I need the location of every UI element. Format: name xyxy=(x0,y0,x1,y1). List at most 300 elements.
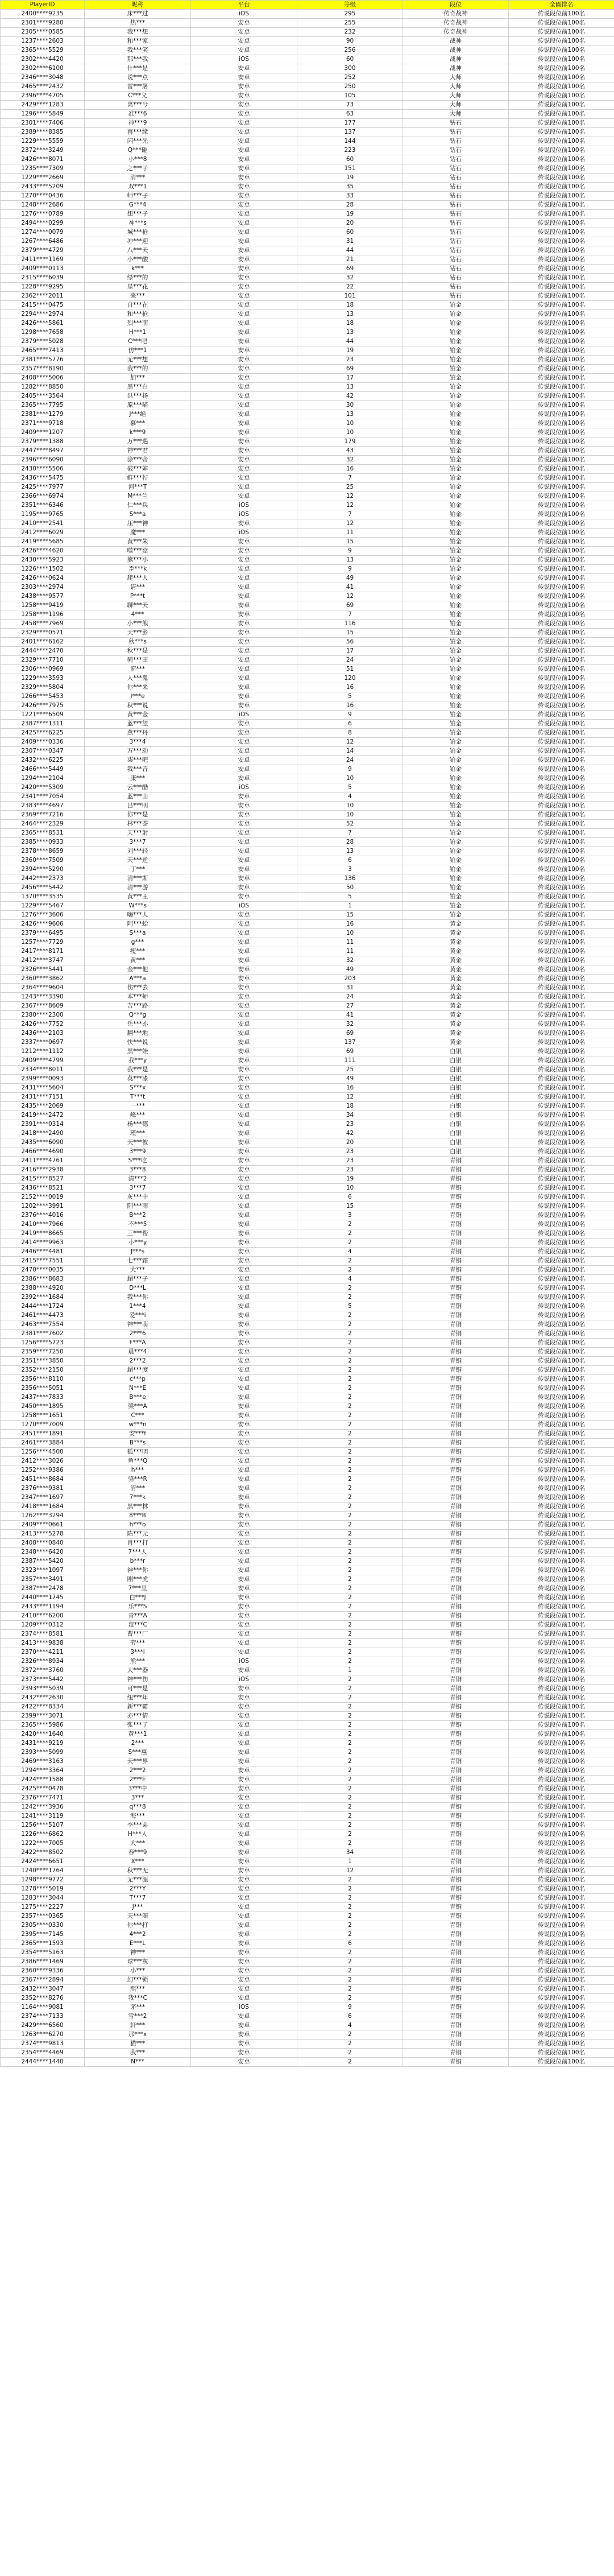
cell-tier[interactable]: 青铜 xyxy=(403,1475,509,1484)
cell-tier[interactable]: 传奇战神 xyxy=(403,10,509,19)
cell-platform[interactable]: 安卓 xyxy=(191,73,297,82)
cell-tier[interactable]: 铂金 xyxy=(403,638,509,647)
cell-nickname[interactable]: q***8 xyxy=(85,1803,191,1812)
cell-nickname[interactable]: 7***里 xyxy=(85,1584,191,1594)
cell-tier[interactable]: 青铜 xyxy=(403,1275,509,1284)
cell-tier[interactable]: 铂金 xyxy=(403,310,509,319)
cell-nickname[interactable]: 雪***2 xyxy=(85,2012,191,2021)
cell-nickname[interactable]: 神***你 xyxy=(85,1566,191,1575)
cell-ranking[interactable]: 传说段位前100名 xyxy=(509,1075,614,1084)
cell-ranking[interactable]: 传说段位前100名 xyxy=(509,802,614,811)
cell-player-id[interactable]: 2409****0336 xyxy=(1,738,85,747)
cell-ranking[interactable]: 传说段位前100名 xyxy=(509,556,614,565)
cell-player-id[interactable]: 2348****6420 xyxy=(1,1548,85,1557)
cell-player-id[interactable]: 2447****8497 xyxy=(1,447,85,456)
cell-tier[interactable]: 钻石 xyxy=(403,219,509,228)
cell-nickname[interactable]: 小***酸 xyxy=(85,255,191,265)
cell-ranking[interactable]: 传说段位前100名 xyxy=(509,1594,614,1603)
cell-level[interactable]: 69 xyxy=(297,601,403,610)
cell-platform[interactable]: 安卓 xyxy=(191,1739,297,1748)
cell-nickname[interactable]: 三***帮 xyxy=(85,1229,191,1239)
cell-ranking[interactable]: 传说段位前100名 xyxy=(509,1275,614,1284)
cell-platform[interactable]: 安卓 xyxy=(191,1430,297,1439)
cell-nickname[interactable]: 康*** xyxy=(85,774,191,783)
cell-level[interactable]: 33 xyxy=(297,192,403,201)
cell-player-id[interactable]: 2458****7969 xyxy=(1,620,85,629)
cell-tier[interactable]: 铂金 xyxy=(403,683,509,692)
cell-platform[interactable]: iOS xyxy=(191,529,297,538)
cell-player-id[interactable]: 2409****0113 xyxy=(1,265,85,274)
cell-ranking[interactable]: 传说段位前100名 xyxy=(509,255,614,265)
cell-nickname[interactable]: 慕*** xyxy=(85,419,191,428)
cell-tier[interactable]: 青铜 xyxy=(403,1184,509,1193)
cell-player-id[interactable]: 2301****7406 xyxy=(1,119,85,128)
cell-ranking[interactable]: 传说段位前100名 xyxy=(509,210,614,219)
cell-tier[interactable]: 青铜 xyxy=(403,1830,509,1839)
cell-tier[interactable]: 青铜 xyxy=(403,1857,509,1867)
cell-nickname[interactable]: 丁*** xyxy=(85,865,191,874)
cell-ranking[interactable]: 传说段位前100名 xyxy=(509,620,614,629)
cell-nickname[interactable]: 刚***虎 xyxy=(85,1575,191,1584)
cell-nickname[interactable]: B***2 xyxy=(85,1211,191,1220)
cell-player-id[interactable]: 2415****0475 xyxy=(1,301,85,310)
cell-platform[interactable]: 安卓 xyxy=(191,28,297,37)
cell-tier[interactable]: 钻石 xyxy=(403,210,509,219)
cell-tier[interactable]: 铂金 xyxy=(403,365,509,374)
cell-player-id[interactable]: 2315****6039 xyxy=(1,274,85,283)
cell-level[interactable]: 2 xyxy=(297,1311,403,1320)
cell-platform[interactable]: 安卓 xyxy=(191,1302,297,1311)
cell-nickname[interactable]: 峰*** xyxy=(85,1111,191,1120)
cell-platform[interactable]: 安卓 xyxy=(191,474,297,483)
cell-level[interactable]: 10 xyxy=(297,774,403,783)
cell-ranking[interactable]: 传说段位前100名 xyxy=(509,1675,614,1685)
cell-platform[interactable]: 安卓 xyxy=(191,301,297,310)
cell-level[interactable]: 2 xyxy=(297,1421,403,1430)
cell-player-id[interactable]: 2408****0840 xyxy=(1,1539,85,1548)
cell-tier[interactable]: 青铜 xyxy=(403,2058,509,2067)
cell-nickname[interactable]: 3***中 xyxy=(85,1785,191,1794)
cell-nickname[interactable]: 肖***打 xyxy=(85,1539,191,1548)
cell-nickname[interactable]: 7***k xyxy=(85,1493,191,1502)
cell-level[interactable]: 2 xyxy=(297,1675,403,1685)
cell-tier[interactable]: 铂金 xyxy=(403,747,509,756)
cell-tier[interactable]: 青铜 xyxy=(403,1867,509,1876)
cell-tier[interactable]: 战神 xyxy=(403,46,509,55)
cell-player-id[interactable]: 2437****7833 xyxy=(1,1393,85,1402)
cell-nickname[interactable]: 伤***去 xyxy=(85,984,191,993)
cell-platform[interactable]: 安卓 xyxy=(191,1548,297,1557)
cell-nickname[interactable]: c***p xyxy=(85,1375,191,1384)
cell-tier[interactable]: 战神 xyxy=(403,55,509,64)
cell-nickname[interactable]: T***7 xyxy=(85,1894,191,1903)
cell-nickname[interactable]: 清*** xyxy=(85,1484,191,1493)
cell-tier[interactable]: 青铜 xyxy=(403,1457,509,1466)
cell-level[interactable]: 2 xyxy=(297,1630,403,1639)
cell-platform[interactable]: 安卓 xyxy=(191,1393,297,1402)
cell-nickname[interactable]: 我***的 xyxy=(85,365,191,374)
cell-player-id[interactable]: 1258****9419 xyxy=(1,601,85,610)
cell-player-id[interactable]: 2354****5163 xyxy=(1,1948,85,1958)
cell-platform[interactable]: 安卓 xyxy=(191,738,297,747)
cell-tier[interactable]: 战神 xyxy=(403,37,509,46)
cell-tier[interactable]: 铂金 xyxy=(403,774,509,783)
cell-tier[interactable]: 白银 xyxy=(403,1066,509,1075)
cell-platform[interactable]: 安卓 xyxy=(191,1348,297,1357)
cell-tier[interactable]: 青铜 xyxy=(403,1357,509,1366)
cell-ranking[interactable]: 传说段位前100名 xyxy=(509,192,614,201)
cell-ranking[interactable]: 传说段位前100名 xyxy=(509,1566,614,1575)
cell-ranking[interactable]: 传说段位前100名 xyxy=(509,1330,614,1339)
cell-ranking[interactable]: 传说段位前100名 xyxy=(509,711,614,720)
cell-level[interactable]: 223 xyxy=(297,146,403,155)
cell-platform[interactable]: 安卓 xyxy=(191,1284,297,1293)
cell-platform[interactable]: 安卓 xyxy=(191,92,297,101)
cell-ranking[interactable]: 传说段位前100名 xyxy=(509,592,614,601)
cell-tier[interactable]: 铂金 xyxy=(403,601,509,610)
cell-ranking[interactable]: 传说段位前100名 xyxy=(509,874,614,884)
cell-nickname[interactable]: 什***是 xyxy=(85,64,191,73)
cell-nickname[interactable]: 本***师 xyxy=(85,993,191,1002)
cell-nickname[interactable]: 蓝***望 xyxy=(85,720,191,729)
cell-tier[interactable]: 白银 xyxy=(403,1129,509,1138)
cell-nickname[interactable]: 我***你 xyxy=(85,1293,191,1302)
cell-player-id[interactable]: 2357****0365 xyxy=(1,1912,85,1921)
cell-player-id[interactable]: 2431****7151 xyxy=(1,1093,85,1102)
cell-platform[interactable]: 安卓 xyxy=(191,1366,297,1375)
cell-platform[interactable]: 安卓 xyxy=(191,1229,297,1239)
cell-platform[interactable]: 安卓 xyxy=(191,1794,297,1803)
cell-level[interactable]: 44 xyxy=(297,337,403,346)
cell-level[interactable]: 23 xyxy=(297,1157,403,1166)
cell-nickname[interactable]: 那***我 xyxy=(85,55,191,64)
cell-platform[interactable]: 安卓 xyxy=(191,692,297,701)
cell-platform[interactable]: 安卓 xyxy=(191,210,297,219)
cell-ranking[interactable]: 传说段位前100名 xyxy=(509,319,614,328)
cell-player-id[interactable]: 2326****8934 xyxy=(1,1657,85,1666)
cell-player-id[interactable]: 1229****5467 xyxy=(1,902,85,911)
cell-platform[interactable]: 安卓 xyxy=(191,255,297,265)
cell-nickname[interactable]: 翻***地 xyxy=(85,1029,191,1038)
cell-player-id[interactable]: 2419****8665 xyxy=(1,1229,85,1239)
cell-tier[interactable]: 青铜 xyxy=(403,1502,509,1512)
cell-tier[interactable]: 青铜 xyxy=(403,1685,509,1694)
cell-level[interactable]: 2 xyxy=(297,1603,403,1612)
cell-platform[interactable]: 安卓 xyxy=(191,1748,297,1757)
cell-tier[interactable]: 青铜 xyxy=(403,1157,509,1166)
cell-tier[interactable]: 钻石 xyxy=(403,137,509,146)
cell-ranking[interactable]: 传说段位前100名 xyxy=(509,783,614,792)
cell-tier[interactable]: 铂金 xyxy=(403,519,509,529)
cell-tier[interactable]: 铂金 xyxy=(403,456,509,465)
cell-nickname[interactable]: 新***霸 xyxy=(85,1703,191,1712)
cell-ranking[interactable]: 传说段位前100名 xyxy=(509,1411,614,1421)
cell-nickname[interactable]: S***a xyxy=(85,510,191,519)
cell-ranking[interactable]: 传说段位前100名 xyxy=(509,1685,614,1694)
cell-tier[interactable]: 钻石 xyxy=(403,155,509,164)
cell-platform[interactable]: 安卓 xyxy=(191,647,297,656)
cell-ranking[interactable]: 传说段位前100名 xyxy=(509,610,614,620)
cell-player-id[interactable]: 2395****7145 xyxy=(1,1930,85,1939)
cell-platform[interactable]: 安卓 xyxy=(191,1857,297,1867)
cell-level[interactable]: 1 xyxy=(297,1666,403,1675)
cell-level[interactable]: 144 xyxy=(297,137,403,146)
cell-player-id[interactable]: 2451****8684 xyxy=(1,1475,85,1484)
cell-nickname[interactable]: 我***C xyxy=(85,1994,191,2003)
cell-player-id[interactable]: 2429****1283 xyxy=(1,101,85,110)
cell-tier[interactable]: 青铜 xyxy=(403,1739,509,1748)
cell-platform[interactable]: 安卓 xyxy=(191,884,297,893)
cell-nickname[interactable]: A***a xyxy=(85,975,191,984)
cell-ranking[interactable]: 传说段位前100名 xyxy=(509,1229,614,1239)
cell-platform[interactable]: 安卓 xyxy=(191,283,297,292)
cell-tier[interactable]: 黄金 xyxy=(403,947,509,956)
cell-player-id[interactable]: 2329****5804 xyxy=(1,683,85,692)
cell-ranking[interactable]: 传说段位前100名 xyxy=(509,119,614,128)
cell-nickname[interactable]: 鱼***Q xyxy=(85,1457,191,1466)
cell-nickname[interactable]: 人***鬼 xyxy=(85,674,191,683)
cell-ranking[interactable]: 传说段位前100名 xyxy=(509,1584,614,1594)
cell-player-id[interactable]: 2412****3747 xyxy=(1,956,85,965)
cell-player-id[interactable]: 2419****2472 xyxy=(1,1111,85,1120)
cell-platform[interactable]: 安卓 xyxy=(191,110,297,119)
cell-tier[interactable]: 铂金 xyxy=(403,738,509,747)
cell-player-id[interactable]: 2432****6225 xyxy=(1,756,85,765)
cell-platform[interactable]: 安卓 xyxy=(191,82,297,92)
cell-platform[interactable]: 安卓 xyxy=(191,1029,297,1038)
cell-nickname[interactable]: 柒***吧 xyxy=(85,756,191,765)
cell-ranking[interactable]: 传说段位前100名 xyxy=(509,128,614,137)
cell-player-id[interactable]: 1248****2686 xyxy=(1,201,85,210)
cell-ranking[interactable]: 传说段位前100名 xyxy=(509,1776,614,1785)
cell-level[interactable]: 101 xyxy=(297,292,403,301)
cell-ranking[interactable]: 传说段位前100名 xyxy=(509,1612,614,1621)
cell-platform[interactable]: 安卓 xyxy=(191,374,297,383)
cell-platform[interactable]: 安卓 xyxy=(191,292,297,301)
cell-platform[interactable]: 安卓 xyxy=(191,1011,297,1020)
cell-player-id[interactable]: 2426****8071 xyxy=(1,155,85,164)
cell-player-id[interactable]: 2391****0314 xyxy=(1,1120,85,1129)
cell-nickname[interactable]: 熙*** xyxy=(85,1985,191,1994)
cell-ranking[interactable]: 传说段位前100名 xyxy=(509,656,614,665)
cell-tier[interactable]: 青铜 xyxy=(403,1776,509,1785)
cell-player-id[interactable]: 2469****3163 xyxy=(1,1757,85,1766)
cell-player-id[interactable]: 2435****6090 xyxy=(1,1138,85,1147)
cell-player-id[interactable]: 2385****0933 xyxy=(1,838,85,847)
cell-platform[interactable]: 安卓 xyxy=(191,356,297,365)
cell-player-id[interactable]: 2323****1097 xyxy=(1,1566,85,1575)
cell-ranking[interactable]: 传说段位前100名 xyxy=(509,911,614,920)
cell-ranking[interactable]: 传说段位前100名 xyxy=(509,1502,614,1512)
cell-platform[interactable]: 安卓 xyxy=(191,1257,297,1266)
cell-platform[interactable]: 安卓 xyxy=(191,1985,297,1994)
cell-nickname[interactable]: X*** xyxy=(85,1857,191,1867)
cell-level[interactable]: 12 xyxy=(297,738,403,747)
cell-platform[interactable]: 安卓 xyxy=(191,2012,297,2021)
cell-player-id[interactable]: 1202****3991 xyxy=(1,1202,85,1211)
cell-ranking[interactable]: 传说段位前100名 xyxy=(509,1393,614,1402)
cell-level[interactable]: 2 xyxy=(297,1330,403,1339)
cell-player-id[interactable]: 2352****2150 xyxy=(1,1366,85,1375)
cell-level[interactable]: 2 xyxy=(297,1366,403,1375)
cell-player-id[interactable]: 1370****3535 xyxy=(1,893,85,902)
cell-nickname[interactable]: S***惠 xyxy=(85,1748,191,1757)
cell-platform[interactable]: 安卓 xyxy=(191,183,297,192)
cell-tier[interactable]: 钻石 xyxy=(403,128,509,137)
cell-level[interactable]: 25 xyxy=(297,483,403,492)
cell-nickname[interactable]: J***绝 xyxy=(85,410,191,419)
cell-tier[interactable]: 铂金 xyxy=(403,729,509,738)
cell-platform[interactable]: 安卓 xyxy=(191,865,297,874)
cell-level[interactable]: 73 xyxy=(297,101,403,110)
cell-platform[interactable]: 安卓 xyxy=(191,1721,297,1730)
cell-platform[interactable]: 安卓 xyxy=(191,319,297,328)
cell-nickname[interactable]: 狐***明 xyxy=(85,1448,191,1457)
cell-tier[interactable]: 青铜 xyxy=(403,1675,509,1685)
cell-player-id[interactable]: 2307****0347 xyxy=(1,747,85,756)
cell-ranking[interactable]: 传说段位前100名 xyxy=(509,574,614,583)
cell-level[interactable]: 2 xyxy=(297,1220,403,1229)
cell-nickname[interactable]: 4*** xyxy=(85,610,191,620)
cell-level[interactable]: 2 xyxy=(297,1548,403,1557)
cell-player-id[interactable]: 2372****3249 xyxy=(1,146,85,155)
cell-ranking[interactable]: 传说段位前100名 xyxy=(509,1521,614,1530)
cell-platform[interactable]: 安卓 xyxy=(191,310,297,319)
cell-ranking[interactable]: 传说段位前100名 xyxy=(509,401,614,410)
cell-tier[interactable]: 铂金 xyxy=(403,483,509,492)
cell-ranking[interactable]: 传说段位前100名 xyxy=(509,1557,614,1566)
cell-ranking[interactable]: 传说段位前100名 xyxy=(509,720,614,729)
cell-platform[interactable]: 安卓 xyxy=(191,1439,297,1448)
cell-nickname[interactable]: 你***来 xyxy=(85,683,191,692)
cell-tier[interactable]: 钻石 xyxy=(403,237,509,246)
cell-tier[interactable]: 铂金 xyxy=(403,556,509,565)
cell-platform[interactable]: 安卓 xyxy=(191,1594,297,1603)
cell-ranking[interactable]: 传说段位前100名 xyxy=(509,638,614,647)
cell-tier[interactable]: 钻石 xyxy=(403,255,509,265)
cell-player-id[interactable]: 1258****1196 xyxy=(1,610,85,620)
cell-player-id[interactable]: 2409****1207 xyxy=(1,428,85,437)
cell-tier[interactable]: 白银 xyxy=(403,1047,509,1056)
cell-tier[interactable]: 黄金 xyxy=(403,929,509,938)
cell-tier[interactable]: 青铜 xyxy=(403,1439,509,1448)
cell-ranking[interactable]: 传说段位前100名 xyxy=(509,1766,614,1776)
cell-nickname[interactable]: 秋***无 xyxy=(85,1867,191,1876)
cell-player-id[interactable]: 2380****2300 xyxy=(1,1011,85,1020)
cell-level[interactable]: 69 xyxy=(297,1047,403,1056)
cell-level[interactable]: 19 xyxy=(297,210,403,219)
cell-platform[interactable]: 安卓 xyxy=(191,1175,297,1184)
cell-ranking[interactable]: 传说段位前100名 xyxy=(509,529,614,538)
cell-ranking[interactable]: 传说段位前100名 xyxy=(509,1184,614,1193)
cell-nickname[interactable]: 窗*** xyxy=(85,665,191,674)
cell-level[interactable]: 13 xyxy=(297,310,403,319)
cell-tier[interactable]: 黄金 xyxy=(403,1020,509,1029)
cell-ranking[interactable]: 传说段位前100名 xyxy=(509,1129,614,1138)
cell-nickname[interactable]: G***4 xyxy=(85,201,191,210)
cell-ranking[interactable]: 传说段位前100名 xyxy=(509,292,614,301)
cell-ranking[interactable]: 传说段位前100名 xyxy=(509,1084,614,1093)
cell-level[interactable]: 18 xyxy=(297,319,403,328)
cell-nickname[interactable]: 歪***k xyxy=(85,565,191,574)
cell-level[interactable]: 23 xyxy=(297,1147,403,1157)
cell-tier[interactable]: 青铜 xyxy=(403,1958,509,1967)
cell-ranking[interactable]: 传说段位前100名 xyxy=(509,547,614,556)
cell-player-id[interactable]: 2425****7977 xyxy=(1,483,85,492)
cell-level[interactable]: 2 xyxy=(297,1375,403,1384)
cell-platform[interactable]: 安卓 xyxy=(191,1694,297,1703)
cell-ranking[interactable]: 传说段位前100名 xyxy=(509,1630,614,1639)
cell-ranking[interactable]: 传说段位前100名 xyxy=(509,1339,614,1348)
cell-level[interactable]: 2 xyxy=(297,1948,403,1958)
cell-ranking[interactable]: 传说段位前100名 xyxy=(509,2021,614,2030)
cell-ranking[interactable]: 传说段位前100名 xyxy=(509,1166,614,1175)
cell-player-id[interactable]: 2413****9838 xyxy=(1,1639,85,1648)
cell-ranking[interactable]: 传说段位前100名 xyxy=(509,956,614,965)
cell-nickname[interactable]: 爱***i xyxy=(85,1311,191,1320)
cell-ranking[interactable]: 传说段位前100名 xyxy=(509,1266,614,1275)
cell-platform[interactable]: iOS xyxy=(191,501,297,510)
cell-platform[interactable]: 安卓 xyxy=(191,1002,297,1011)
cell-nickname[interactable]: 亦***情 xyxy=(85,1712,191,1721)
cell-nickname[interactable]: 那***x xyxy=(85,2030,191,2040)
cell-nickname[interactable]: 燕***丹 xyxy=(85,729,191,738)
cell-player-id[interactable]: 2360****9336 xyxy=(1,1967,85,1976)
cell-tier[interactable]: 传奇战神 xyxy=(403,28,509,37)
cell-ranking[interactable]: 传说段位前100名 xyxy=(509,1466,614,1475)
cell-player-id[interactable]: 2414****9963 xyxy=(1,1239,85,1248)
cell-nickname[interactable]: 天***影 xyxy=(85,629,191,638)
cell-nickname[interactable]: 莓***C xyxy=(85,1621,191,1630)
cell-level[interactable]: 13 xyxy=(297,847,403,856)
cell-ranking[interactable]: 传说段位前100名 xyxy=(509,1867,614,1876)
cell-ranking[interactable]: 传说段位前100名 xyxy=(509,1575,614,1584)
cell-nickname[interactable]: 清***2 xyxy=(85,1175,191,1184)
cell-player-id[interactable]: 2386****1469 xyxy=(1,1958,85,1967)
cell-level[interactable]: 10 xyxy=(297,811,403,820)
cell-platform[interactable]: 安卓 xyxy=(191,2030,297,2040)
cell-tier[interactable]: 白银 xyxy=(403,1056,509,1066)
cell-nickname[interactable]: 噬***菇 xyxy=(85,547,191,556)
cell-platform[interactable]: 安卓 xyxy=(191,965,297,975)
cell-platform[interactable]: 安卓 xyxy=(191,1047,297,1056)
cell-ranking[interactable]: 传说段位前100名 xyxy=(509,1939,614,1948)
cell-ranking[interactable]: 传说段位前100名 xyxy=(509,747,614,756)
cell-player-id[interactable]: 1229****2669 xyxy=(1,174,85,183)
cell-platform[interactable]: 安卓 xyxy=(191,1630,297,1639)
cell-ranking[interactable]: 传说段位前100名 xyxy=(509,929,614,938)
cell-platform[interactable]: 安卓 xyxy=(191,1921,297,1930)
cell-platform[interactable]: 安卓 xyxy=(191,1666,297,1675)
cell-ranking[interactable]: 传说段位前100名 xyxy=(509,1257,614,1266)
cell-platform[interactable]: 安卓 xyxy=(191,1785,297,1794)
cell-player-id[interactable]: 2426****0624 xyxy=(1,574,85,583)
cell-nickname[interactable]: 我*** xyxy=(85,2049,191,2058)
cell-tier[interactable]: 青铜 xyxy=(403,1512,509,1521)
cell-level[interactable]: 5 xyxy=(297,783,403,792)
cell-nickname[interactable]: 秋***是 xyxy=(85,647,191,656)
cell-nickname[interactable]: 天***阁 xyxy=(85,1912,191,1921)
cell-player-id[interactable]: 2393****5039 xyxy=(1,1685,85,1694)
cell-nickname[interactable]: 岳***亦 xyxy=(85,1020,191,1029)
cell-tier[interactable]: 钻石 xyxy=(403,146,509,155)
cell-ranking[interactable]: 传说段位前100名 xyxy=(509,383,614,392)
cell-level[interactable]: 7 xyxy=(297,510,403,519)
cell-ranking[interactable]: 传说段位前100名 xyxy=(509,501,614,510)
cell-player-id[interactable]: 1243****3390 xyxy=(1,993,85,1002)
cell-level[interactable]: 232 xyxy=(297,28,403,37)
cell-tier[interactable]: 青铜 xyxy=(403,1448,509,1457)
